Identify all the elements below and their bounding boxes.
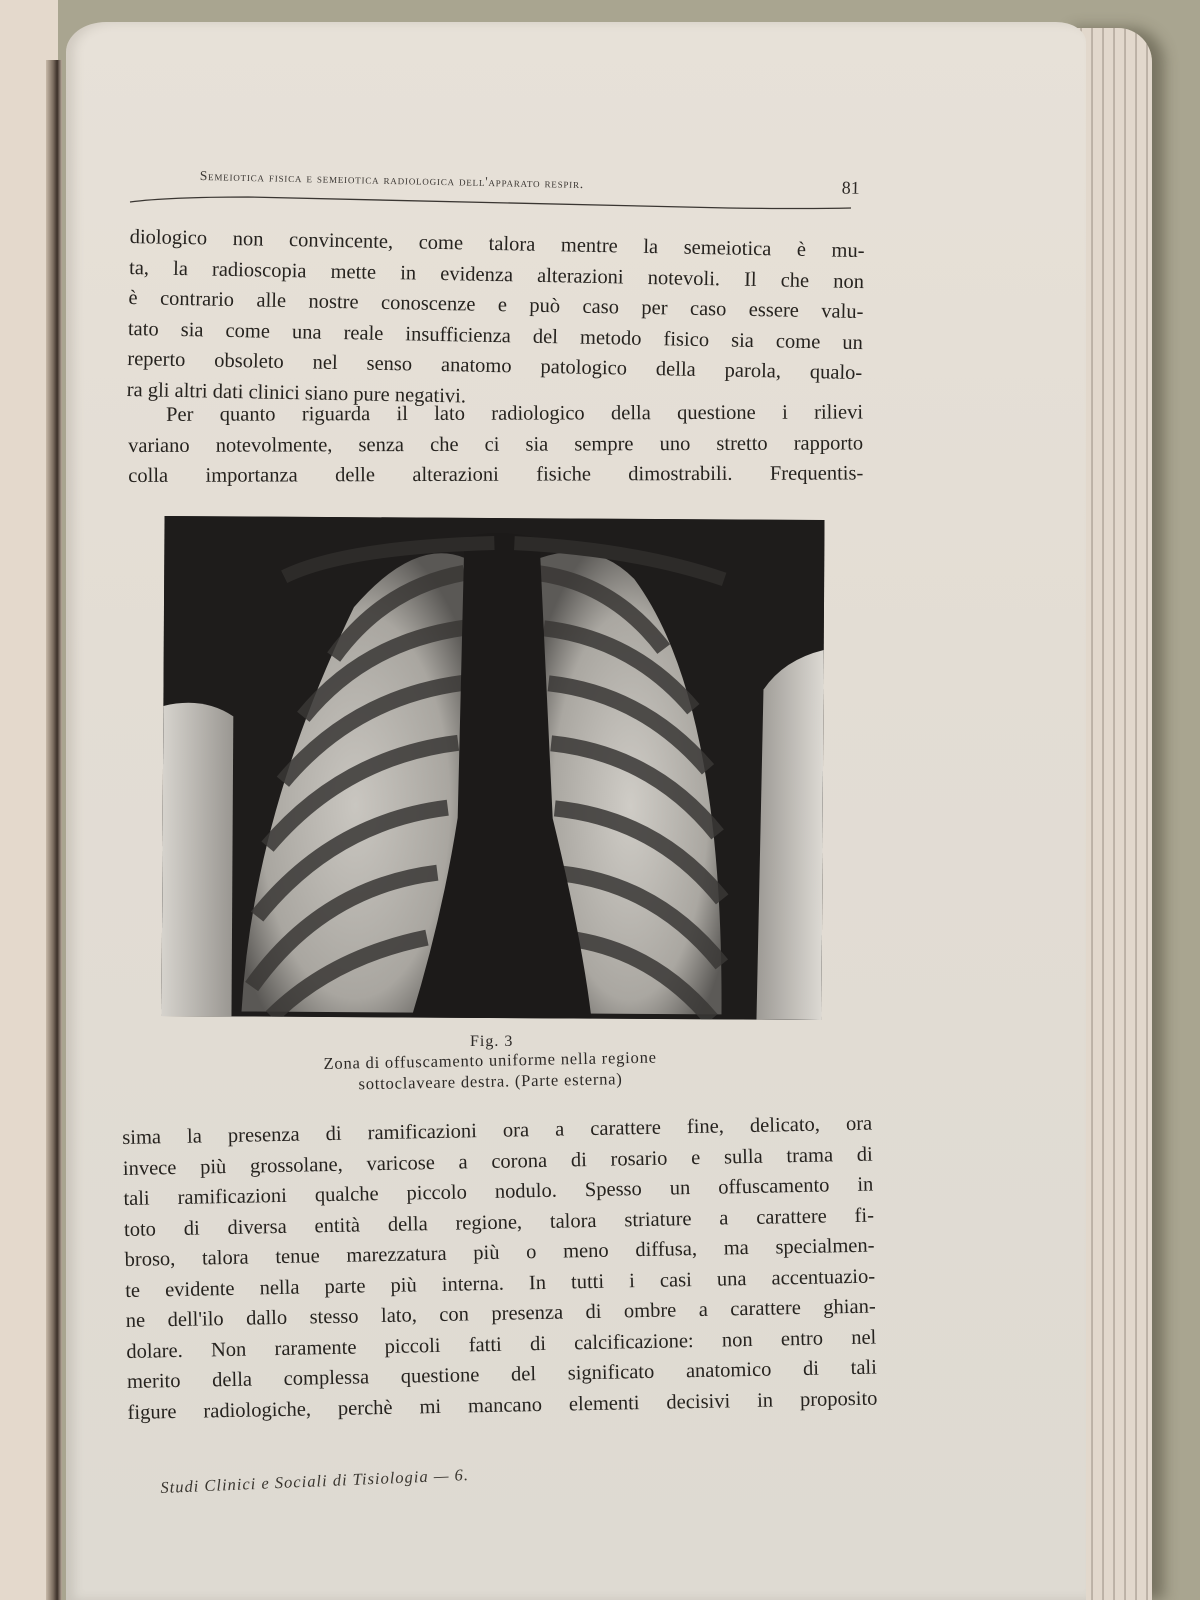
caption-line-2: sottoclaveare destra. (Parte esterna) [358,1069,623,1094]
text-line: è contrario alle nostre conoscenze e può caso per caso essere valu- [128,286,864,324]
text-line: dolare. Non raramente piccoli fatti di calcificazione: non entro nel [126,1326,877,1363]
text-line: sima la presenza di ramificazioni ora a carattere fine, delicato, ora [122,1112,873,1149]
paragraph-1 [126,222,864,419]
text-line: broso, talora tenue marezzatura più o meno diffusa, ma specialmen- [124,1234,875,1271]
figure-label: Fig. 3 [470,1033,514,1050]
page-footer: Studi Clinici e Sociali di Tisiologia — 6. [160,1465,470,1497]
xray-image [161,516,824,1020]
text-line: diologico non convincente, come talora mentre la semeiotica è mu- [129,225,865,263]
text-line: tali ramificazioni qualche piccolo nodulo. Spesso un offuscamento in [123,1173,874,1210]
text-line: ra gli altri dati clinici siano pure negativi. [126,378,467,407]
text-line: colla importanza delle alterazioni fisiche dimostrabili. Frequentis- [128,462,864,487]
text-line: ne dell'ilo dallo stesso lato, con presenza di ombre a carattere ghian- [125,1295,876,1332]
text-line: figure radiologiche, perchè mi mancano elementi decisivi in proposito [127,1387,878,1424]
text-line: ta, la radioscopia mette in evidenza alterazioni notevoli. Il che non [128,256,865,293]
page-number: 81 [841,177,860,198]
figure-chest-xray [161,516,824,1020]
header-rule [128,196,853,216]
text-line: te evidente nella parte più interna. In tutti i casi una accentuazio- [125,1265,876,1302]
text-line: toto di diversa entità della regione, talora striature a carattere fi- [123,1204,875,1241]
running-title: Semeiotica fisica e semeiotica radiologica dell'apparato respir. [199,168,585,192]
text-line: invece più grossolane, varicose a corona di rosario e sulla trama di [122,1143,873,1180]
text-line: reperto obsoleto nel senso anatomo patologico della parola, qualo- [127,347,863,385]
paragraph-3 [122,1109,878,1428]
paragraph-2 [128,397,863,491]
text-line: tato sia come una reale insufficienza del metodo fisico sia come un [127,317,864,354]
caption-line-1: Zona di offuscamento uniforme nella regione [323,1047,657,1073]
text-line: variano notevolmente, senza che ci sia sempre uno stretto rapporto [128,431,864,457]
text-line: merito della complessa questione del significato anatomico di tali [126,1356,878,1393]
book-gutter [46,60,62,1600]
figure-caption [270,1046,711,1096]
text-line: Per quanto riguarda il lato radiologico della questione i rilievi [166,401,864,426]
